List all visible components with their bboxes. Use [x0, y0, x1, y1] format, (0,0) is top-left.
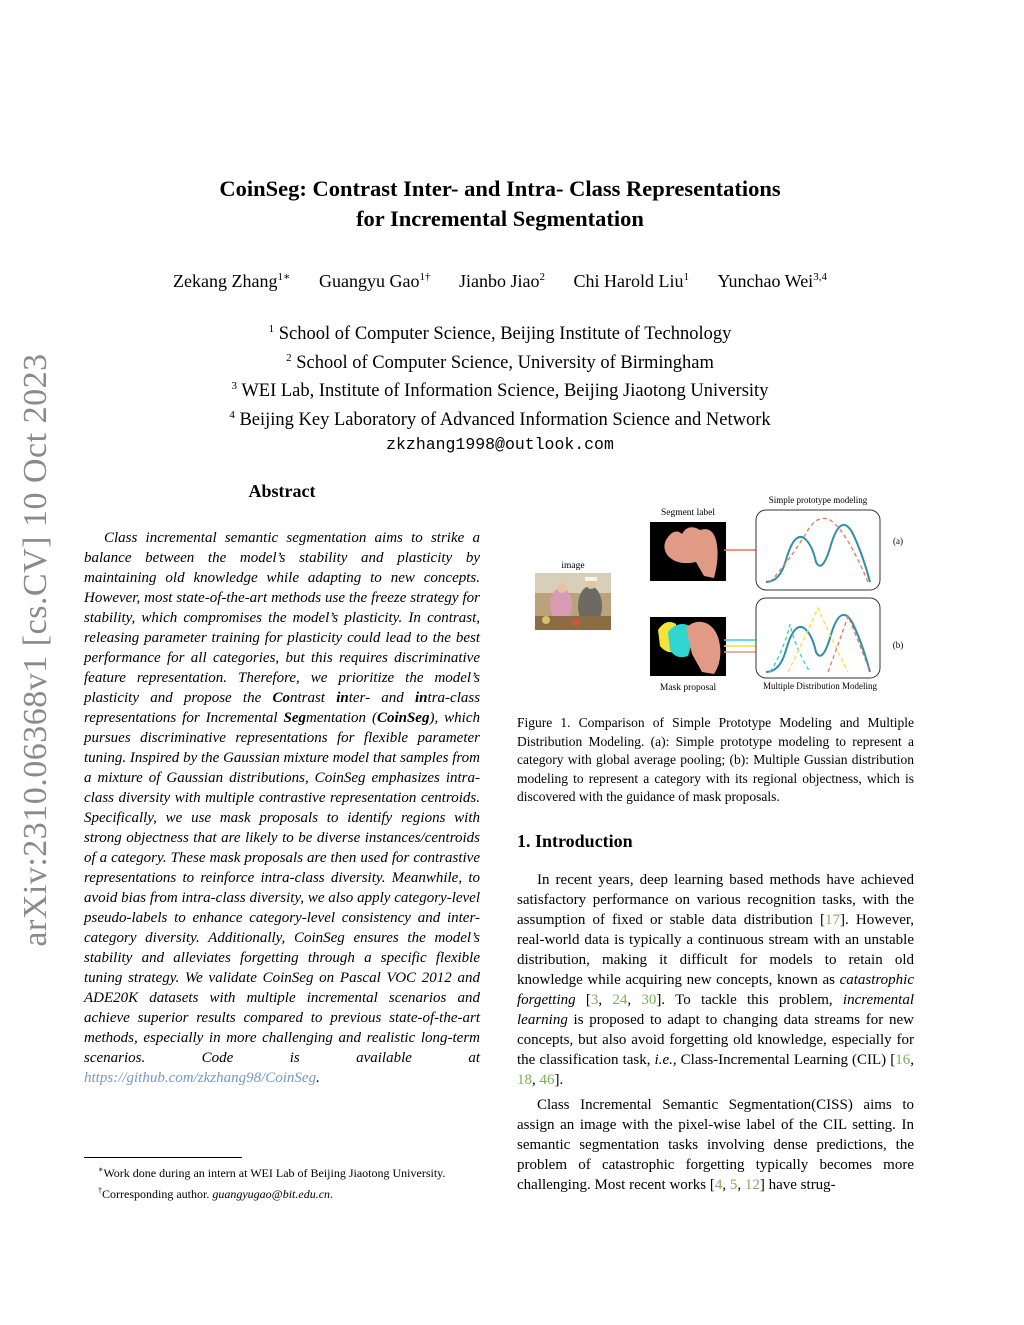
mask-proposal-map	[650, 617, 726, 676]
input-image	[535, 573, 611, 630]
arxiv-stamp-text: arXiv:2310.06368v1 [cs.CV] 10 Oct 2023	[17, 353, 54, 947]
abstract-body	[84, 528, 480, 1088]
author: Guangyu Gao$^{1\dagger}$	[319, 271, 431, 291]
panel-simple-prototype	[756, 510, 880, 590]
panel-multi-distribution	[756, 598, 880, 678]
citation[interactable]: 5	[729, 1177, 738, 1193]
code-link[interactable]: https://github.com/zkzhang98/CoinSeg	[84, 1070, 317, 1086]
label-image: image	[561, 561, 585, 571]
segment-label-map	[650, 522, 726, 581]
figure-1	[518, 490, 918, 700]
intro-paragraph-1: In recent years, deep learning based methods have achieved satisfactory performance on various recognition tasks, with the assumption of fixed or stable data distribution [17]. However, real-world data is typically a continuous stream with an unstable distribution, making it difficult for models to retain old knowledge while acquiring new concepts, known as catastrophic forgetting [3, 24, 30]. To tackle this problem, incremental learning is proposed to adapt to changing data streams for new concepts, but also avoid forgetting old knowledge, especially for the classification task, i.e., Class-Incremental Learning (CIL) [16, 18, 46].	[517, 872, 915, 1088]
footnote-intern: ∗Work done during an intern at WEI Lab of Beijing Jiaotong University.	[98, 1165, 446, 1180]
intro-paragraph-2: Class Incremental Semantic Segmentation(CISS) aims to assign an image with the pixel-wise label of the CIL setting. In semantic segmentation tasks involving dense predictions, the problem of catastrophic forgetting typically becomes more challenging. Most recent works [4, 5, 12] have strug-	[517, 1097, 914, 1193]
label-a: (a)	[893, 536, 903, 546]
label-segment: Segment label	[660, 508, 716, 518]
title-line-2: for Incremental Segmentation	[356, 206, 644, 231]
abstract-paragraph: Class incremental semantic segmentation aims to strike a balance between the model’s stability and plasticity by maintaining old knowledge while adapting to new concepts. However, most state-of-the-art methods use the freeze strategy for stability, which compromises the model’s plasticity. In contrast, releasing parameter training for plasticity could lead to the best performance for all categories, but this requires discriminative feature representation. Therefore, we prioritize the model’s plasticity and propose the Contrast inter- and intra-class representations for Incremental Segmentation (CoinSeg), which pursues discriminative representations for flexible parameter tuning. Inspired by the Gaussian mixture model that samples from a mixture of Gaussian distributions, CoinSeg emphasizes intra-class diversity with multiple contrastive representation centroids. Specifically, we use mask proposals to identify regions with strong objectness that are likely to be diverse instances/centroids of a category. These mask proposals are then used for contrastive representations to reinforce intra-class diversity. Meanwhile, to avoid bias from intra-class diversity, we also apply category-level pseudo-labels to enhance category-level consistency and inter-category diversity. Additionally, CoinSeg ensures the model’s stability and alleviates forgetting through a specific flexible tuning strategy. We validate CoinSeg on Pascal VOC 2012 and ADE20K datasets with multiple incremental scenarios and achieve superior results compared to previous state-of-the-art methods, especially in more challenging and realistic long-term scenarios. Code is available at https://github.com/zkzhang98/CoinSeg.	[84, 530, 481, 1086]
introduction-heading: 1. Introduction	[517, 831, 633, 851]
footnotes	[84, 1161, 484, 1203]
footnote-corresponding: †Corresponding author. guangyugao@bit.edu.cn.	[98, 1186, 334, 1201]
citation[interactable]: 4	[714, 1177, 723, 1193]
label-mask: Mask proposal	[659, 683, 717, 693]
affiliation: $^1$ School of Computer Science, Beijing Institute of Technology	[268, 323, 732, 345]
abstract-heading: Abstract	[248, 481, 316, 501]
contact-email: zkzhang1998@outlook.com	[386, 434, 614, 454]
label-b: (b)	[892, 640, 904, 650]
author: Chi Harold Liu$^1$	[573, 271, 689, 291]
affiliation: $^4$ Beijing Key Laboratory of Advanced Information Science and Network	[229, 408, 771, 431]
introduction-body	[517, 870, 914, 1200]
label-multi-distribution: Multiple Distribution Modeling	[763, 681, 877, 691]
affiliation: $^3$ WEI Lab, Institute of Information Science, Beijing Jiaotong University	[231, 380, 769, 402]
citation[interactable]: 3	[590, 992, 599, 1008]
citation[interactable]: 30	[641, 992, 657, 1008]
affiliations	[0, 318, 1000, 456]
corresponding-email: guangyugao@bit.edu.cn	[212, 1187, 331, 1201]
author: Jianbo Jiao$^2$	[458, 271, 545, 291]
figure-1-caption: Figure 1. Comparison of Simple Prototype Modeling and Multiple Distribution Modeling. (a): Simple prototype modeling to represent a category with global average pooling; (b): Multiple Gussian distribution modeling to represent a category with its regional objectness, which is discovered with the guidance of mask proposals.	[517, 715, 914, 804]
citation[interactable]: 17	[825, 912, 841, 928]
author-list	[0, 270, 1000, 292]
citation[interactable]: 18	[517, 1072, 532, 1088]
author: Yunchao Wei$^{3,4}$	[717, 271, 827, 291]
label-simple-prototype: Simple prototype modeling	[768, 495, 868, 505]
citation[interactable]: 12	[744, 1177, 760, 1193]
title-line-1: CoinSeg: Contrast Inter- and Intra- Class Representations	[219, 176, 781, 201]
citation[interactable]: 24	[612, 992, 628, 1008]
footnote-rule	[84, 1157, 242, 1158]
affiliation: $^2$ School of Computer Science, University of Birmingham	[286, 351, 714, 373]
author: Zekang Zhang$^{1∗}$	[173, 271, 291, 291]
paper-title	[0, 174, 1000, 234]
citation[interactable]: 46	[539, 1072, 555, 1088]
citation[interactable]: 16	[895, 1052, 911, 1068]
